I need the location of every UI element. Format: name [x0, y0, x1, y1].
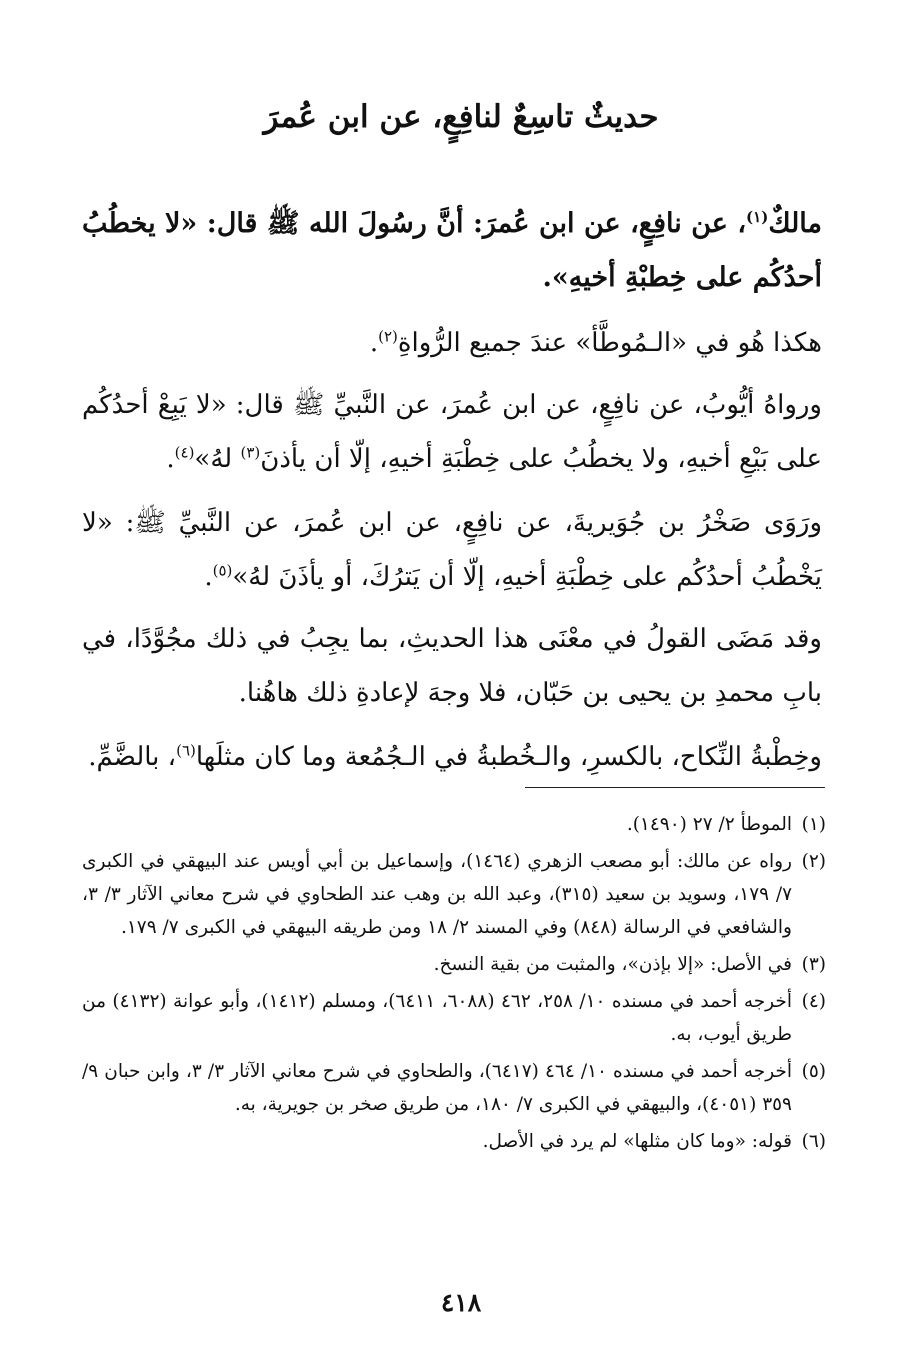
paragraph-text: ورَوَى صَخْرُ بن جُوَيريةَ، عن نافِعٍ، عن ابن عُمرَ، عن النَّبيِّ ﷺ: «لا يَخْطُبُ أحدُكُم على خِطْبَةِ أخيهِ، إلّا أن يَترُكَ، أو يأذَنَ لهُ»	[82, 508, 822, 592]
commentary-paragraph	[82, 496, 822, 604]
footnote-text: أخرجه أحمد في مسنده ١٠/ ٤٦٤ (٦٤١٧)، والطحاوي في شرح معاني الآثار ٣/ ٣، وابن حبان ٩/ ٣٥٩ (٤٠٥١)، والبيهقي في الكبرى ٧/ ١٨٠، من طريق صخر بن جويرية، به.	[82, 1061, 792, 1115]
paragraph-text: .	[204, 562, 213, 592]
footnote-divider	[525, 787, 825, 788]
footnote-number: (٥)	[801, 1061, 826, 1082]
paragraph-text: لهُ»	[194, 444, 241, 474]
footnote-number: (٣)	[801, 954, 826, 975]
footnote	[82, 808, 826, 841]
footnote-ref[interactable]: (٣)	[240, 443, 261, 462]
footnote-text: في الأصل: «إلا بإذن»، والمثبت من بقية النسخ.	[433, 954, 792, 975]
paragraph-text: ، عن نافِعٍ، عن ابن عُمرَ: أنَّ رسُولَ الله ﷺ قال: «لا يخطُبُ أحدُكُم على خِطبْةِ أخيهِ».	[82, 208, 822, 293]
footnote-ref[interactable]: (٢)	[378, 327, 398, 346]
paragraph-text: .	[166, 444, 175, 474]
page-number: ٤١٨	[440, 1288, 482, 1317]
paragraph-text: وقد مَضَى القولُ في معْنَى هذا الحديثِ، بما يجِبُ في ذلك مجُوَّدًا، في بابِ محمدِ بن يحيى بن حَبّان، فلا وجهَ لإعادةِ ذلك هاهُنا.	[82, 624, 822, 708]
paragraph-text: هكذا هُو في «الـمُوطَّأ» عندَ جميع الرُّواةِ	[397, 328, 822, 358]
footnote-text: قوله: «وما كان مثلها» لم يرد في الأصل.	[482, 1131, 792, 1152]
footnote-text: أخرجه أحمد في مسنده ١٠/ ٢٥٨، ٤٦٢ (٦٠٨٨، ٦٤١١)، ومسلم (١٤١٢)، وأبو عوانة (٤١٣٢) من طريق أيوب، به.	[82, 991, 792, 1045]
footnote-text: رواه عن مالك: أبو مصعب الزهري (١٤٦٤)، وإسماعيل بن أبي أويس عند البيهقي في الكبرى ٧/ ١٧٩، وسويد بن سعيد (٣١٥)، وعبد الله بن وهب عند الطحاوي في شرح معاني الآثار ٣/ ٣، والشافعي في الرسالة (٨٤٨) وفي المسند ٢/ ١٨ ومن طريقه البيهقي في الكبرى ٧/ ١٧٩.	[82, 851, 792, 938]
footnote-number: (١)	[801, 814, 826, 835]
footnote-number: (٢)	[801, 851, 826, 872]
footnote	[82, 1055, 826, 1121]
footnote-ref[interactable]: (٥)	[212, 561, 233, 580]
footnote-number: (٦)	[801, 1131, 826, 1152]
commentary-paragraph	[82, 316, 822, 370]
paragraph-text: وخِطْبةُ النِّكاح، بالكسرِ، والـخُطبةُ في الـجُمُعة وما كان مثلَها	[195, 742, 822, 772]
commentary-paragraph	[82, 378, 822, 486]
footnote-ref[interactable]: (٦)	[176, 741, 196, 760]
footnote-number: (٤)	[801, 991, 826, 1012]
paragraph-text: .	[369, 328, 379, 358]
footnote-ref[interactable]: (٤)	[174, 443, 195, 462]
paragraph-text: مالكٌ	[768, 208, 822, 239]
footnote	[82, 948, 826, 981]
paragraph-text: ورواهُ أيُّوبُ، عن نافِعٍ، عن ابن عُمرَ، عن النَّبيِّ ﷺ قال: «لا يَبِعْ أحدُكُم على بَيْعِ أخيهِ، ولا يخطُبُ على خِطْبَةِ أخيهِ، إلّا أن يأذنَ	[82, 390, 822, 474]
commentary-paragraph	[82, 730, 822, 784]
paragraph-text: ، بالضَّمِّ.	[88, 742, 177, 772]
footnote	[82, 1125, 826, 1158]
footnotes-section	[82, 808, 826, 1162]
footnote	[82, 845, 826, 944]
hadith-title: حديثٌ تاسِعٌ لنافِعٍ، عن ابن عُمرَ	[263, 99, 659, 135]
commentary-paragraph	[82, 612, 822, 720]
footnote	[82, 985, 826, 1051]
hadith-text-paragraph	[82, 197, 822, 305]
footnote-ref[interactable]: (١)	[746, 208, 769, 226]
footnote-text: الموطأ ٢/ ٢٧ (١٤٩٠).	[626, 814, 792, 835]
